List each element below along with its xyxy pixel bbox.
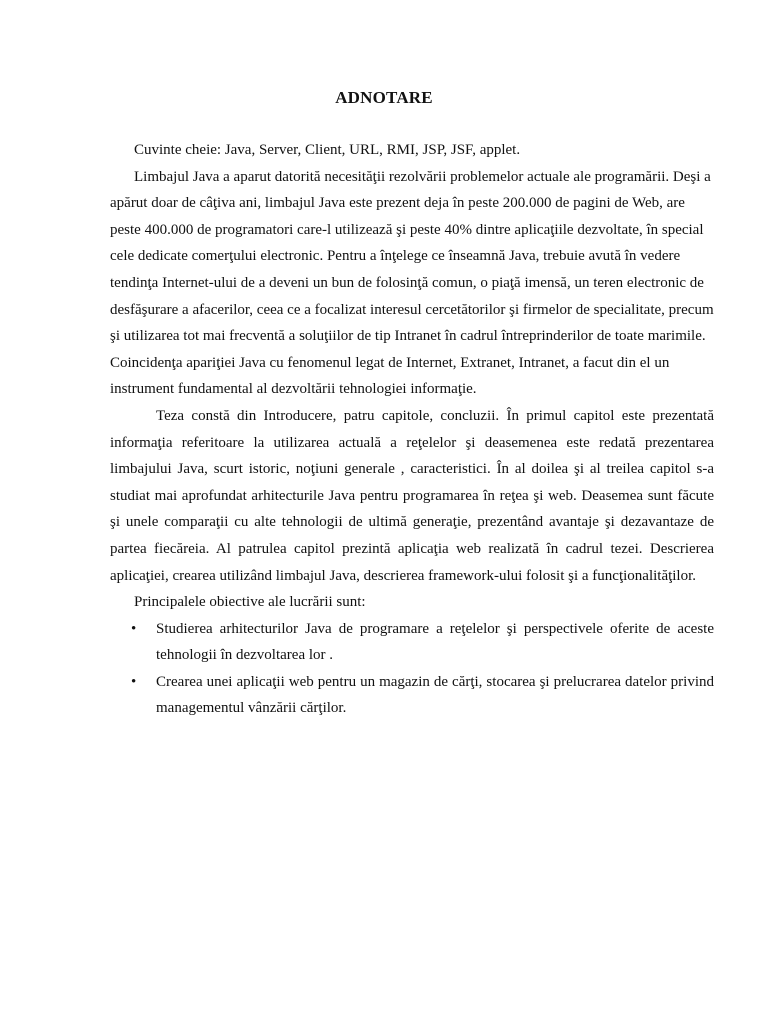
list-item xyxy=(110,669,714,722)
objectives-heading: Principalele obiective ale lucrării sunt: xyxy=(134,594,366,611)
bullet-icon: • xyxy=(131,620,137,637)
intro-paragraph: Limbajul Java a aparut datorită necesităţii rezolvării problemelor actuale ale programării. Deşi a apărut doar de câţiva ani, limbajul Java este prezent deja în peste 200.000 de pagini de Web, are peste 400.000 de programatori care-l utilizează şi peste 40% dintre aplicaţiile dezvoltate, în special cele dedicate comerţului electronic. Pentru a înţelege ce înseamnă Java, trebuie avută în vedere tendinţa Internet-ului de a deveni un bun de folosinţă comun, o piaţă imensă, un teren electronic de desfăşurare a afacerilor, ceea ce a focalizat interesul cercetătorilor şi firmelor de specialitate, precum şi utilizarea tot mai frecventă a soluţiilor de tip Intranet în cadrul întreprinderilor de toate marimile. Coincidenţa apariţiei Java cu fenomenul legat de Internet, Extranet, Intranet, a facut din el un instrument fundamental al dezvoltării tehnologiei informaţie. xyxy=(110,168,714,398)
objectives-list xyxy=(110,616,714,722)
document-body xyxy=(110,137,714,722)
list-item-text: Crearea unei aplicaţii web pentru un magazin de cărţi, stocarea şi prelucrarea datelor privind managementul vânzării cărţilor. xyxy=(156,673,714,717)
keywords-line: Cuvinte cheie: Java, Server, Client, URL, RMI, JSP, JSF, applet. xyxy=(134,142,521,158)
list-item xyxy=(110,616,714,669)
list-item-text: Studierea arhitecturilor Java de programare a reţelelor şi perspectivele oferite de aceste tehnologii în dezvoltarea lor . xyxy=(156,620,714,664)
page-title: ADNOTARE xyxy=(335,88,433,107)
bullet-icon: • xyxy=(131,673,137,690)
thesis-paragraph: Teza constă din Introducere, patru capitole, concluzii. În primul capitol este prezentată informaţia referitoare la utilizarea actuală a reţelelor şi deasemenea este redată prezentarea limbajului Java, scurt istoric, noţiuni generale , caracteristici. În al doilea şi al treilea capitol s-a studiat mai aprofundat arhitecturile Java pentru programarea în reţea şi web. Deasemea sunt făcute şi unele comparaţii cu alte tehnologii de ultimă generaţie, prezentând avantaje şi dezavantaze de partea fiecăreia. Al patrulea capitol prezintă aplicaţia web realizată în cadrul tezei. Descrierea aplicaţiei, crearea utilizând limbajul Java, descrierea framework-ului folosit şi a funcţionalităţilor. xyxy=(110,407,714,584)
